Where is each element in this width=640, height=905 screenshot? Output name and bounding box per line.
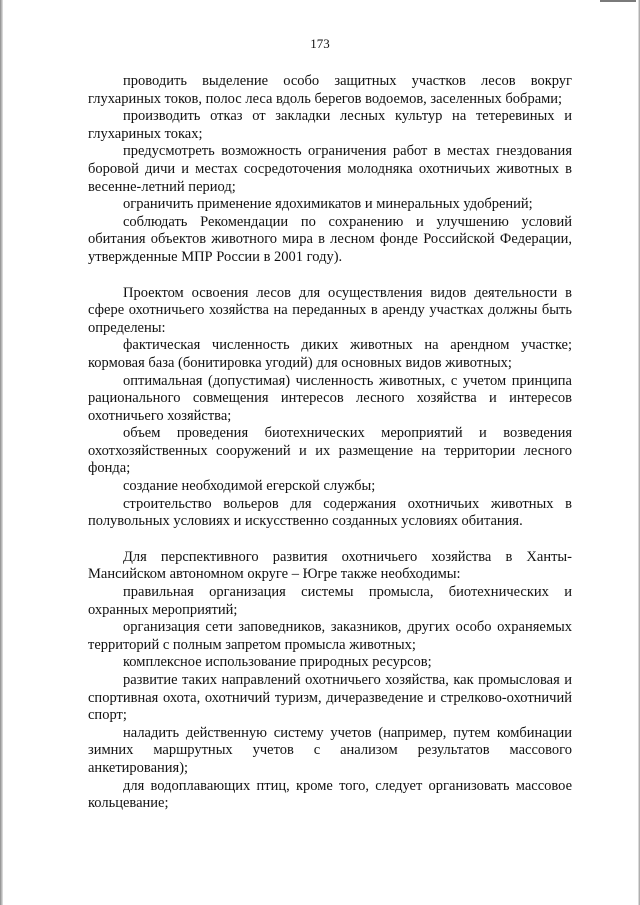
paragraph: для водоплавающих птиц, кроме того, следует организовать массовое кольцевание; bbox=[88, 777, 572, 812]
paragraph: предусмотреть возможность ограничения работ в местах гнездования боровой дичи и местах сосредоточения молодняка охотничьих животных в весенне-летний период; bbox=[88, 143, 572, 195]
paragraph: Для перспективного развития охотничьего хозяйства в Ханты-Мансийском автономном округе – Югре также необходимы: bbox=[88, 548, 572, 583]
document-body bbox=[88, 73, 572, 813]
page-number: 173 bbox=[310, 36, 330, 51]
section-gap bbox=[88, 531, 572, 549]
section-gap bbox=[88, 267, 572, 285]
paragraph: строительство вольеров для содержания охотничьих животных в полувольных условиях и искусственно созданных условиях обитания. bbox=[88, 495, 572, 530]
paragraph: организация сети заповедников, заказников, других особо охраняемых территорий с полным запретом промысла животных; bbox=[88, 619, 572, 653]
paragraph: правильная организация системы промысла, биотехнических и охранных мероприятий; bbox=[88, 584, 572, 618]
paragraph: Проектом освоения лесов для осуществления видов деятельности в сфере охотничьего хозяйства на переданных в аренду участках должны быть определены: bbox=[88, 284, 572, 336]
paragraph: комплексное использование природных ресурсов; bbox=[123, 654, 432, 671]
paragraph: наладить действенную систему учетов (например, путем комбинации зимних маршрутных учетов с анализом результатов массового анкетирования); bbox=[88, 724, 572, 776]
paragraph: оптимальная (допустимая) численность животных, с учетом принципа рационального совмещения интересов лесного хозяйства и интересов охотничьего хозяйства; bbox=[88, 372, 572, 424]
paragraph: ограничить применение ядохимикатов и минеральных удобрений; bbox=[123, 196, 533, 213]
paragraph: проводить выделение особо защитных участков лесов вокруг глухариных токов, полос леса вдоль берегов водоемов, заселенных бобрами; bbox=[88, 73, 572, 107]
paragraph: создание необходимой егерской службы; bbox=[123, 478, 376, 495]
paragraph: соблюдать Рекомендации по сохранению и улучшению условий обитания объектов животного мира в лесном фонде Российской Федерации, утвержденные МПР России в 2001 году). bbox=[88, 213, 572, 265]
scan-edge-left bbox=[0, 0, 3, 905]
paragraph: объем проведения биотехнических мероприятий и возведения охотхозяйственных сооружений и их размещение на территории лесного фонда; bbox=[88, 425, 572, 477]
scan-corner-mark bbox=[600, 0, 636, 8]
paragraph: производить отказ от закладки лесных культур на тетеревиных и глухариных токах; bbox=[88, 108, 572, 142]
paragraph: развитие таких направлений охотничьего хозяйства, как промысловая и спортивная охота, охотничий туризм, дичеразведение и стрелково-охотничий спорт; bbox=[88, 672, 572, 724]
paragraph: фактическая численность диких животных на арендном участке; кормовая база (бонитировка угодий) для основных видов животных; bbox=[88, 337, 572, 371]
